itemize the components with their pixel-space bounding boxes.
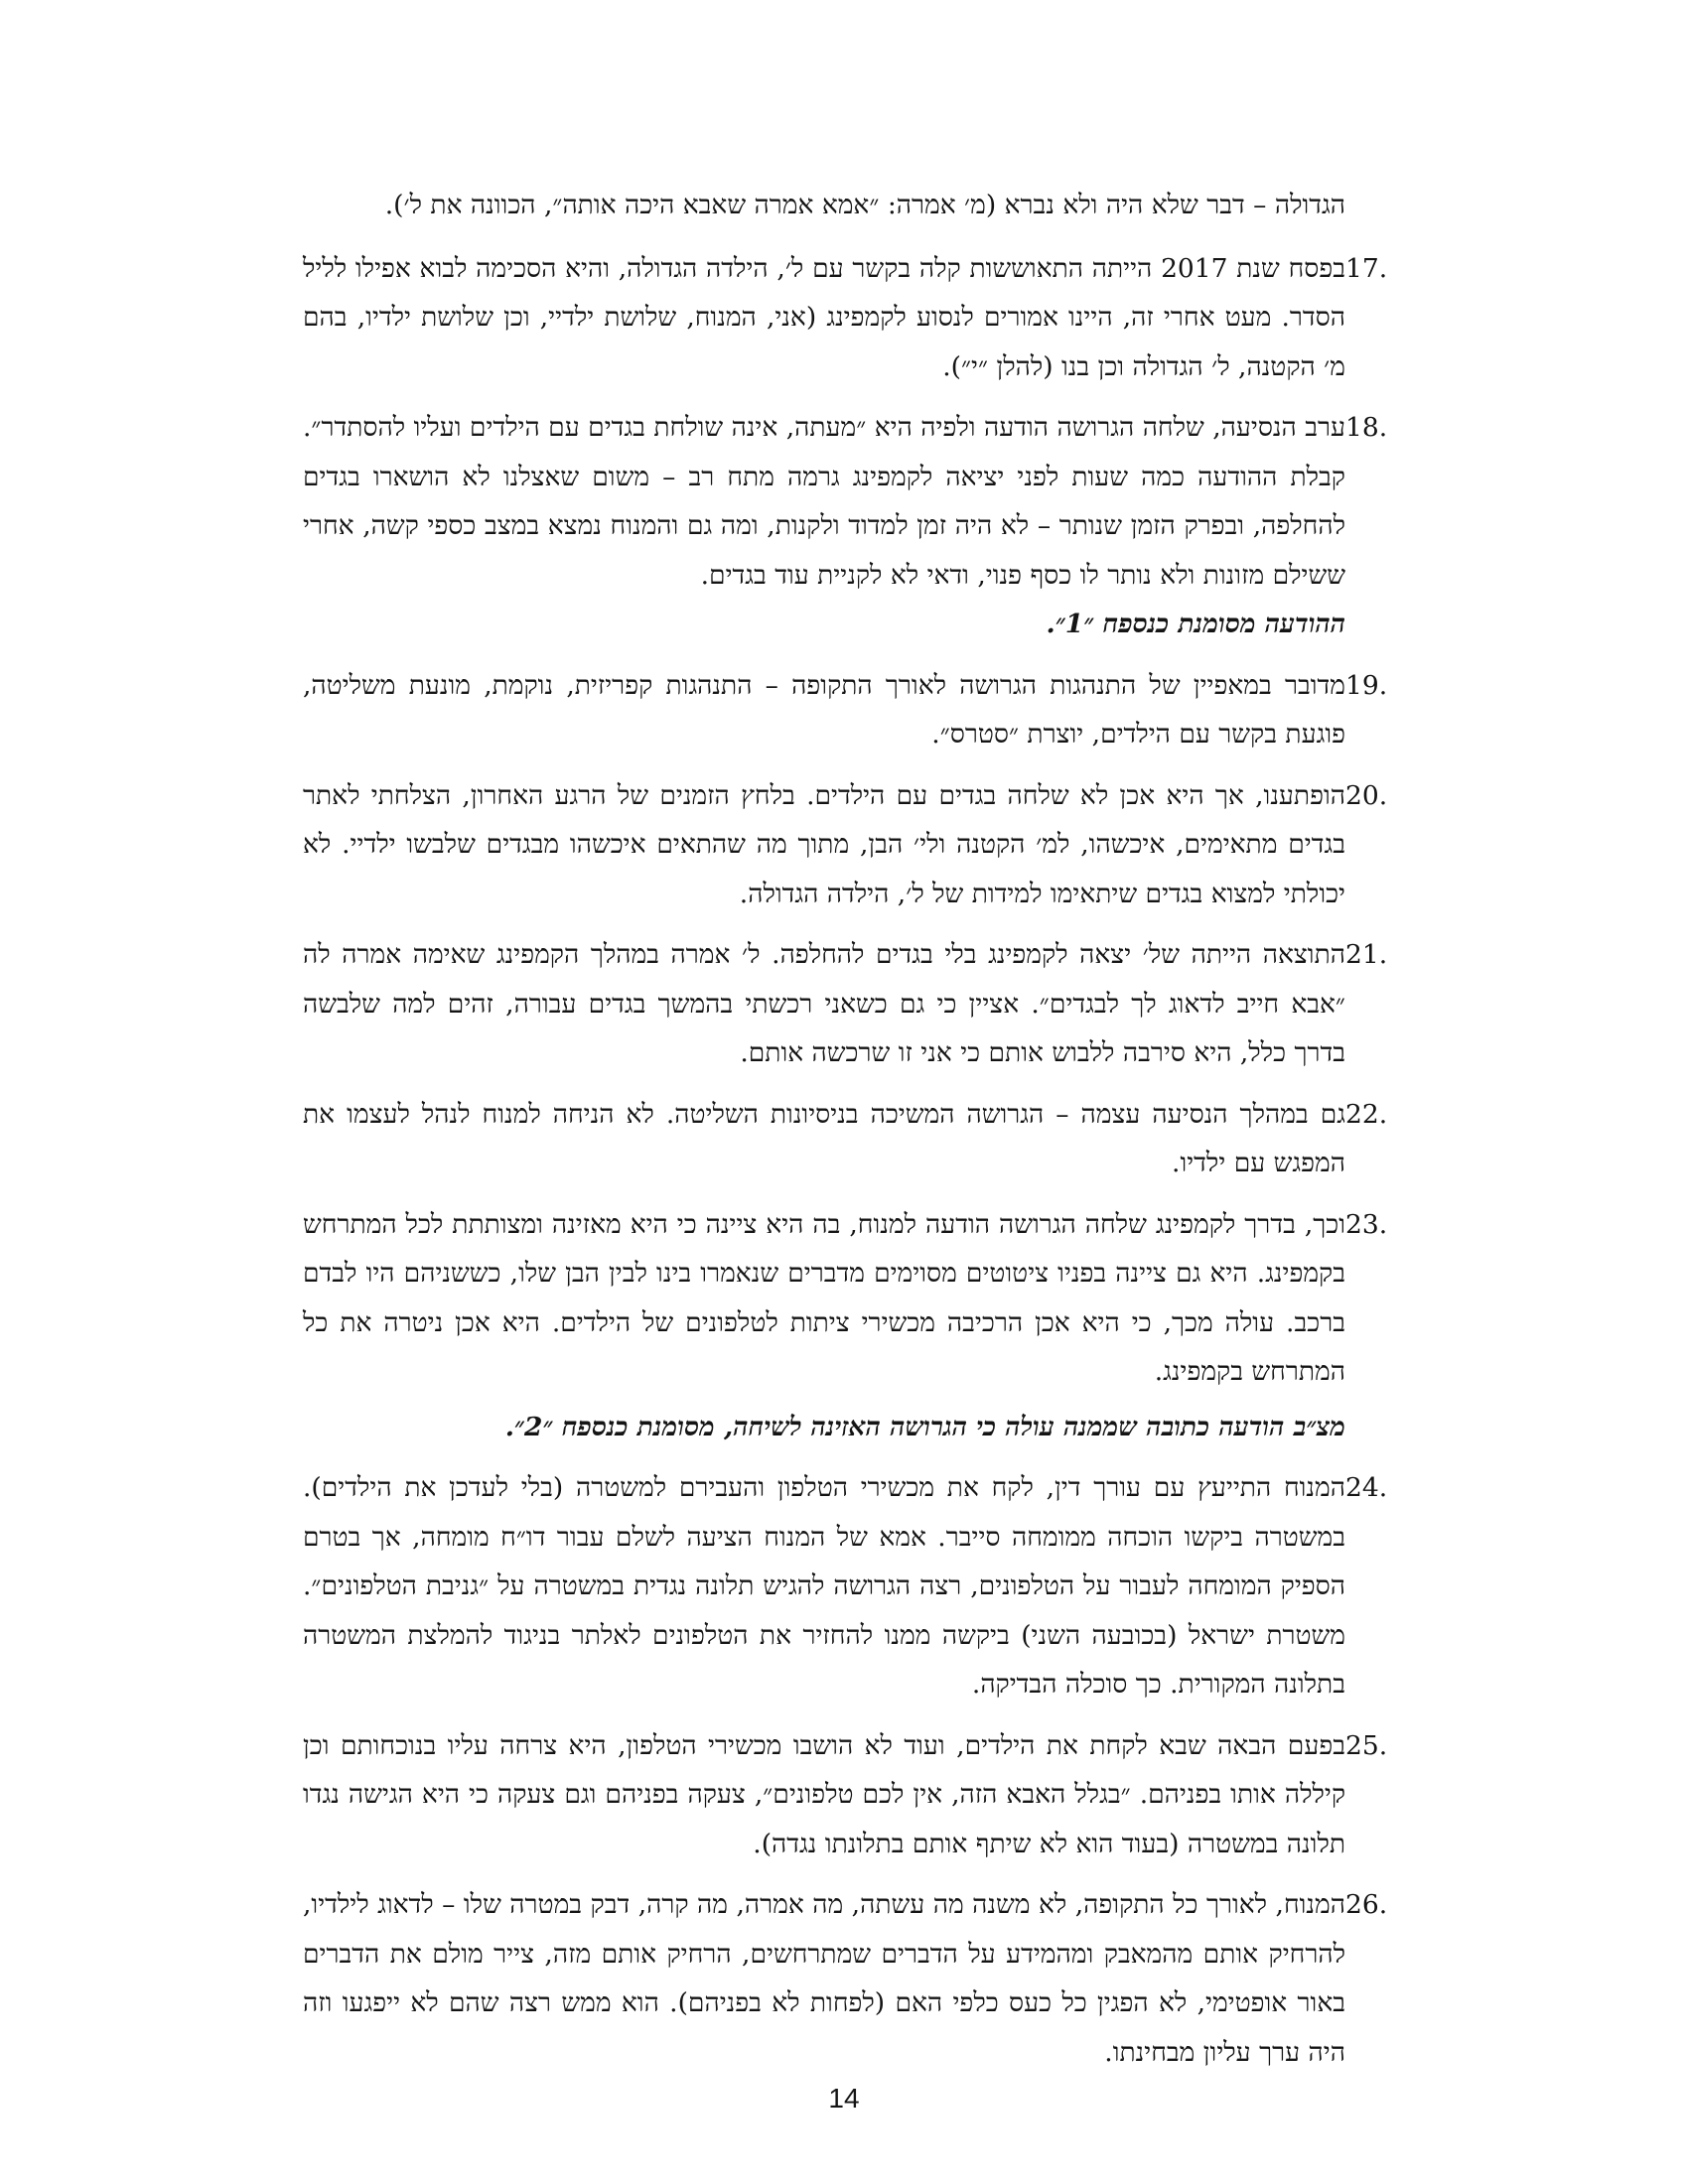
paragraph-number: 17. (1345, 252, 1388, 284)
paragraph-text: התוצאה הייתה של׳ יצאה לקמפינג בלי בגדים להחלפה. ל׳ אמרה במהלך הקמפינג שאימה אמרה לה ״אבא חייב לדאוג לך לבגדים״. אציין כי גם כשאני רכשתי בהמשך בגדים עבורה, זהים למה שלבשה בדרך כלל, היא סירבה ללבוש אותם כי אני זו שרכשה אותם. (303, 939, 1345, 1068)
continued-paragraph: הגדולה – דבר שלא היה ולא נברא (מ׳ אמרה: ״אמא אמרה שאבא היכה אותה״, הכוונה את ל׳). (384, 190, 1345, 220)
appendix-note-2: מצ״ב הודעה כתובה שממנה עולה כי הגרושה האזינה לשיחה, מסומנת כנספח ״2״. (504, 1411, 1345, 1442)
paragraph-text: המנוח התייעץ עם עורך דין, לקח את מכשירי הטלפון והעבירם למשטרה (בלי לעדכן את הילדים). במשטרה ביקשו הוכחה ממומחה סייבר. אמא של המנוח הציעה לשלם עבור דו״ח מומחה, אך בטרם הספיק המומחה לעבור על הטלפונים, רצה הגרושה להגיש תלונה נגדית במשטרה על ״גניבת הטלפונים״. משטרת ישראל (בכובעה השני) ביקשה ממנו להחזיר את הטלפונים לאלתר בניגוד להמלצת המשטרה בתלונה המקורית. כך סוכלה הבדיקה. (303, 1472, 1345, 1700)
paragraph-text: וכך, בדרך לקמפינג שלחה הגרושה הודעה למנוח, בה היא ציינה כי היא מאזינה ומצותתת לכל המתרחש בקמפינג. היא גם ציינה בפניו ציטוטים מסוימים מדברים שנאמרו בינו לבין הבן שלו, כששניהם היו לבדם ברכב. עולה מכך, כי היא אכן הרכיבה מכשירי ציתות לטלפונים של הילדים. היא אכן ניטרה את כל המתרחש בקמפינג. (303, 1208, 1345, 1387)
numbered-paragraph-18 (303, 403, 1388, 649)
paragraph-text: המנוח, לאורך כל התקופה, לא משנה מה עשתה, מה אמרה, מה קרה, דבק במטרה שלו – לדאוג לילדיו, להרחיק אותם מהמאבק ומהמידע על הדברים שמתרחשים, הרחיק אותם מזה, צייר מולם את הדברים באור אופטימי, לא הפגין כל כעס כלפי האם (לפחות לא בפניהם). הוא ממש רצה שהם לא ייפגעו וזה היה ערך עליון מבחינתו. (303, 1889, 1345, 2068)
numbered-paragraph-22 (303, 1090, 1388, 1188)
paragraph-text: בפסח שנת 2017 הייתה התאוששות קלה בקשר עם ל׳, הילדה הגדולה, והיא הסכימה לבוא אפילו לליל הסדר. מעט אחרי זה, היינו אמורים לנסוע לקמפינג (אני, המנוח, שלושת ילדיי, וכן שלושת ילדיו, בהם מ׳ הקטנה, ל׳ הגדולה וכן בנו (להלן ״י״). (303, 252, 1345, 382)
paragraph-number: 19. (1345, 669, 1388, 701)
paragraph-number: 21. (1345, 939, 1388, 970)
paragraph-number: 18. (1345, 412, 1388, 443)
numbered-paragraph-20 (303, 771, 1388, 919)
numbered-paragraph-23 (303, 1200, 1388, 1397)
numbered-paragraph-25 (303, 1721, 1388, 1869)
page-number: 14 (828, 2083, 860, 2114)
paragraph-number: 23. (1345, 1208, 1388, 1240)
paragraph-text: מדובר במאפיין של התנהגות הגרושה לאורך התקופה – התנהגות קפריזית, נוקמת, מונעת משליטה, פוגעת בקשר עם הילדים, יוצרת ״סטרס״. (303, 669, 1345, 750)
paragraph-text: ערב הנסיעה, שלחה הגרושה הודעה ולפיה היא ״מעתה, אינה שולחת בגדים עם הילדים ועליו להסתדר״. קבלת ההודעה כמה שעות לפני יציאה לקמפינג גרמה מתח רב – משום שאצלנו לא הושארו בגדים להחלפה, ובפרק הזמן שנותר – לא היה זמן למדוד ולקנות, ומה גם והמנוח נמצא במצב כספי קשה, אחרי ששילם מזונות ולא נותר לו כסף פנוי, ודאי לא לקניית עוד בגדים. (303, 412, 1345, 591)
numbered-paragraph-24 (303, 1463, 1388, 1709)
paragraph-text: הופתענו, אך היא אכן לא שלחה בגדים עם הילדים. בלחץ הזמנים של הרגע האחרון, הצלחתי לאתר בגדים מתאימים, איכשהו, למ׳ הקטנה ולי׳ הבן, מתוך מה שהתאים איכשהו מבגדים שלבשו ילדיי. לא יכולתי למצוא בגדים שיתאימו למידות של ל׳, הילדה הגדולה. (303, 779, 1345, 909)
numbered-paragraph-17 (303, 244, 1388, 392)
paragraph-number: 20. (1345, 779, 1388, 811)
numbered-paragraph-26 (303, 1880, 1388, 2077)
numbered-paragraph-21 (303, 930, 1388, 1078)
numbered-paragraph-19 (303, 661, 1388, 759)
paragraph-text: גם במהלך הנסיעה עצמה – הגרושה המשיכה בניסיונות השליטה. לא הניחה למנוח לנהל לעצמו את המפגש עם ילדיו. (303, 1098, 1345, 1178)
paragraph-number: 26. (1345, 1889, 1388, 1920)
appendix-note-1: ההודעה מסומנת כנספח ״1״. (1046, 609, 1345, 639)
paragraph-number: 22. (1345, 1098, 1388, 1130)
paragraph-number: 25. (1345, 1729, 1388, 1761)
page-body (303, 181, 1388, 2089)
paragraph-text: בפעם הבאה שבא לקחת את הילדים, ועוד לא הושבו מכשירי הטלפון, היא צרחה עליו בנוכחותם וכן קיללה אותו בפניהם. ״בגלל האבא הזה, אין לכם טלפונים״, צעקה בפניהם וגם צעקה כי היא הגישה נגדו תלונה במשטרה (בעוד הוא לא שיתף אותם בתלונתו נגדה). (303, 1729, 1345, 1859)
paragraph-number: 24. (1345, 1472, 1388, 1503)
